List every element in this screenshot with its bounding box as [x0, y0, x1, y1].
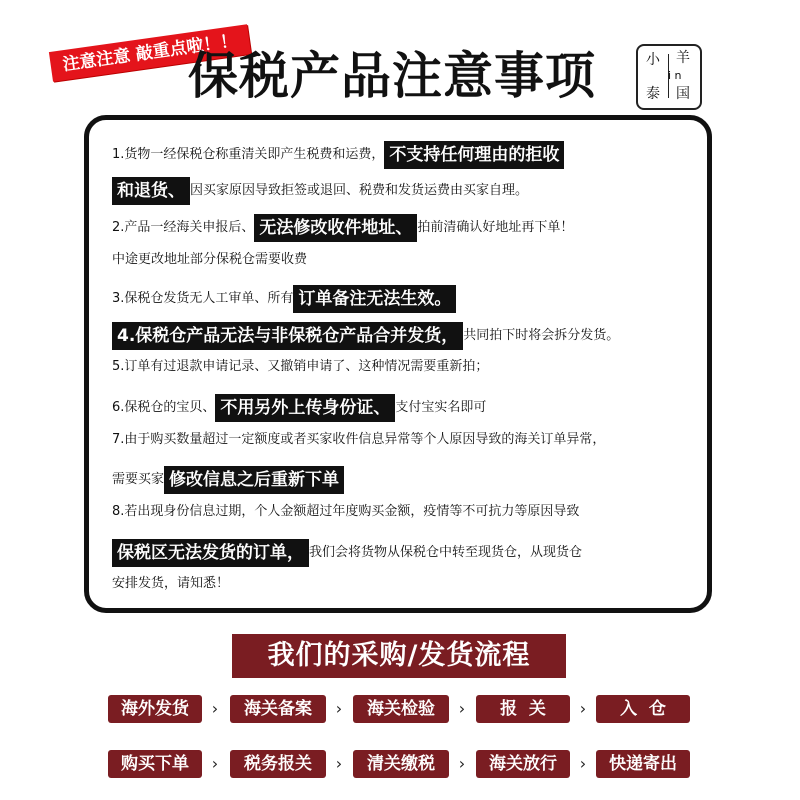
notice-line-7	[112, 352, 488, 382]
brand-logo	[636, 44, 702, 110]
notice-line-9	[112, 425, 605, 455]
notice-text: 1.货物一经保税仓称重清关即产生税费和运费，	[112, 147, 385, 162]
arrow-right-icon: ›	[458, 699, 466, 718]
arrow-right-icon: ›	[211, 754, 219, 773]
arrow-right-icon: ›	[579, 699, 587, 718]
notice-highlight: 和退货、	[112, 177, 190, 205]
notice-line-4	[112, 245, 307, 275]
notice-line-11	[112, 497, 579, 527]
notice-highlight: 无法修改收件地址、	[254, 214, 417, 242]
flow-step: 入 仓	[596, 695, 690, 723]
flow-step: 税务报关	[230, 750, 326, 778]
arrow-right-icon: ›	[335, 754, 343, 773]
logo-char-mid: i n	[668, 69, 682, 82]
notice-line-3	[112, 213, 573, 243]
attention-stamp: 注意注意 敲重点啦！！	[49, 24, 251, 82]
flow-title: 我们的采购/发货流程	[232, 634, 566, 678]
notice-line-5	[112, 284, 456, 314]
notice-text: 5.订单有过退款申请记录、又撤销申请了、这种情况需要重新拍；	[112, 359, 489, 374]
notice-highlight: 4.保税仓产品无法与非保税仓产品合并发货，	[112, 322, 463, 350]
flow-step: 海外发货	[108, 695, 202, 723]
flow-step: 海关备案	[230, 695, 326, 723]
flow-step: 报 关	[476, 695, 570, 723]
notice-text: 共同拍下时将会拆分发货。	[463, 328, 620, 343]
notice-line-1	[112, 140, 564, 170]
notice-text: 7.由于购买数量超过一定额度或者买家收件信息异常等个人原因导致的海关订单异常，	[112, 432, 606, 447]
page-title: 保税产品注意事项	[188, 47, 596, 105]
flow-step: 清关缴税	[353, 750, 449, 778]
logo-char-top-right: 羊	[676, 50, 690, 66]
notice-highlight: 修改信息之后重新下单	[164, 466, 344, 494]
logo-char-bottom-right: 国	[676, 86, 690, 102]
notice-line-10	[112, 465, 344, 495]
flow-step: 海关放行	[476, 750, 570, 778]
arrow-right-icon: ›	[335, 699, 343, 718]
notice-highlight: 保税区无法发货的订单，	[112, 539, 309, 567]
notice-text: 需要买家	[112, 472, 165, 487]
notice-text: 安排发货，请知悉！	[112, 576, 230, 591]
notice-highlight: 不用另外上传身份证、	[215, 394, 395, 422]
notice-text: 8.若出现身份信息过期，个人金额超过年度购买金额，疫情等不可抗力等原因导致	[112, 504, 580, 519]
notice-line-12	[112, 538, 582, 568]
arrow-right-icon: ›	[458, 754, 466, 773]
logo-char-bottom-left: 泰	[646, 86, 660, 102]
notice-text: 中途更改地址部分保税仓需要收费	[112, 252, 308, 267]
logo-char-top-left: 小	[646, 52, 660, 68]
notice-text: 支付宝实名即可	[395, 400, 487, 415]
notice-text: 拍前清确认好地址再下单！	[417, 220, 574, 235]
notice-text: 因买家原因导致拒签或退回、税费和发货运费由买家自理。	[190, 183, 529, 198]
notice-line-13	[112, 569, 229, 599]
notice-highlight: 订单备注无法生效。	[293, 285, 456, 313]
notice-text: 3.保税仓发货无人工审单、所有	[112, 291, 294, 306]
flow-step: 快递寄出	[596, 750, 690, 778]
arrow-right-icon: ›	[211, 699, 219, 718]
flow-step: 购买下单	[108, 750, 202, 778]
notice-line-2	[112, 176, 528, 206]
notice-highlight: 不支持任何理由的拒收	[384, 141, 564, 169]
notice-text: 我们会将货物从保税仓中转至现货仓，从现货仓	[309, 545, 583, 560]
notice-line-8	[112, 393, 486, 423]
notice-line-6	[112, 321, 619, 351]
flow-step: 海关检验	[353, 695, 449, 723]
notice-text: 6.保税仓的宝贝、	[112, 400, 216, 415]
notice-text: 2.产品一经海关申报后、	[112, 220, 255, 235]
arrow-right-icon: ›	[579, 754, 587, 773]
